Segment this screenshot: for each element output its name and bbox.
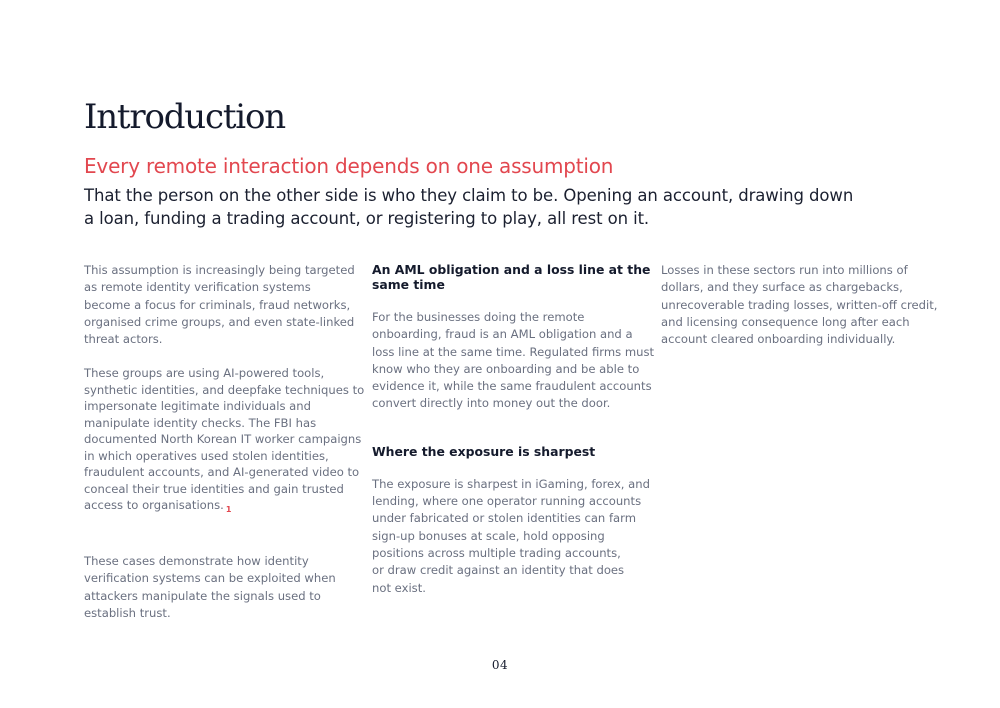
col3-paragraph-1: [661, 262, 938, 348]
text-line: or draw credit against an identity that does: [372, 563, 625, 578]
lead-line: a loan, funding a trading account, or registering to play, all rest on it.: [84, 209, 650, 228]
col1-paragraph-3: [84, 553, 354, 622]
text-line: The exposure is sharpest in iGaming, forex, and: [372, 476, 650, 491]
heading-line: Where the exposure is sharpest: [372, 443, 596, 459]
col2-paragraph-2: [372, 476, 650, 597]
text-line: lending, where one operator running accounts: [372, 494, 642, 509]
text-line: evidence it, while the same fraudulent accounts: [372, 379, 652, 394]
column-middle: [372, 262, 655, 597]
text-line: under fabricated or stolen identities can farm: [372, 511, 636, 526]
text-line: sign-up bonuses at scale, hold opposing: [372, 528, 605, 543]
text-line: and licensing consequence long after each: [661, 314, 910, 329]
text-line: loss line at the same time. Regulated firms must: [372, 344, 655, 359]
text-line: positions across multiple trading accounts,: [372, 545, 621, 560]
col1-paragraph-2: [84, 365, 365, 519]
text-line: become a focus for criminals, fraud networks,: [84, 297, 351, 312]
text-line: synthetic identities, and deepfake techniques to: [84, 382, 365, 397]
page-number: 04: [491, 658, 509, 672]
text-line: as remote identity verification systems: [84, 280, 311, 295]
footnote-marker[interactable]: 1: [225, 505, 232, 515]
col2-paragraph-1: [372, 309, 655, 413]
text-line: attackers manipulate the signals used to: [84, 588, 321, 603]
text-line: organised crime groups, and even state-linked: [84, 314, 355, 329]
text-fragment: access to organisations.: [84, 498, 224, 513]
text-line: These cases demonstrate how identity: [84, 553, 309, 568]
column-right: [661, 262, 938, 348]
section-heading-aml: [372, 262, 651, 292]
text-line: documented North Korean IT worker campaigns: [84, 432, 362, 447]
text-line: onboarding, fraud is an AML obligation and a: [372, 327, 633, 342]
heading-line: same time: [372, 277, 445, 292]
column-left: [84, 262, 365, 622]
text-line: fraudulent accounts, and AI-generated video to: [84, 465, 360, 480]
page-title: Introduction: [84, 97, 285, 137]
text-line: These groups are using AI-powered tools,: [84, 366, 325, 381]
text-line: threat actors.: [84, 332, 163, 347]
section-heading-exposure: [372, 444, 637, 459]
text-line: Losses in these sectors run into millions of: [661, 263, 908, 277]
text-line: For the businesses doing the remote: [372, 310, 585, 324]
text-line: manipulate identity checks. The FBI has: [84, 415, 317, 430]
text-line: establish trust.: [84, 605, 171, 620]
text-line: not exist.: [372, 580, 426, 595]
text-line: This assumption is increasingly being targeted: [84, 263, 355, 277]
text-line: dollars, and they surface as chargebacks,: [661, 280, 903, 295]
text-line: verification systems can be exploited when: [84, 571, 336, 586]
text-line: conceal their true identities and gain trusted: [84, 481, 344, 496]
heading-line: An AML obligation and a loss line at the: [372, 262, 651, 277]
text-line: know who they are onboarding and be able to: [372, 361, 640, 376]
text-line: account cleared onboarding individually.: [661, 332, 896, 347]
text-line: [84, 497, 354, 519]
text-line: unrecoverable trading losses, written-off credit,: [661, 297, 938, 312]
text-line: in which operatives used stolen identities,: [84, 448, 329, 463]
col1-paragraph-1: [84, 262, 354, 348]
text-line: impersonate legitimate individuals and: [84, 399, 311, 414]
lead-paragraph: [84, 184, 854, 230]
page-subtitle: Every remote interaction depends on one assumption: [84, 154, 614, 178]
lead-line: That the person on the other side is who they claim to be. Opening an account, drawing down: [84, 186, 854, 205]
text-line: convert directly into money out the door.: [372, 396, 611, 411]
